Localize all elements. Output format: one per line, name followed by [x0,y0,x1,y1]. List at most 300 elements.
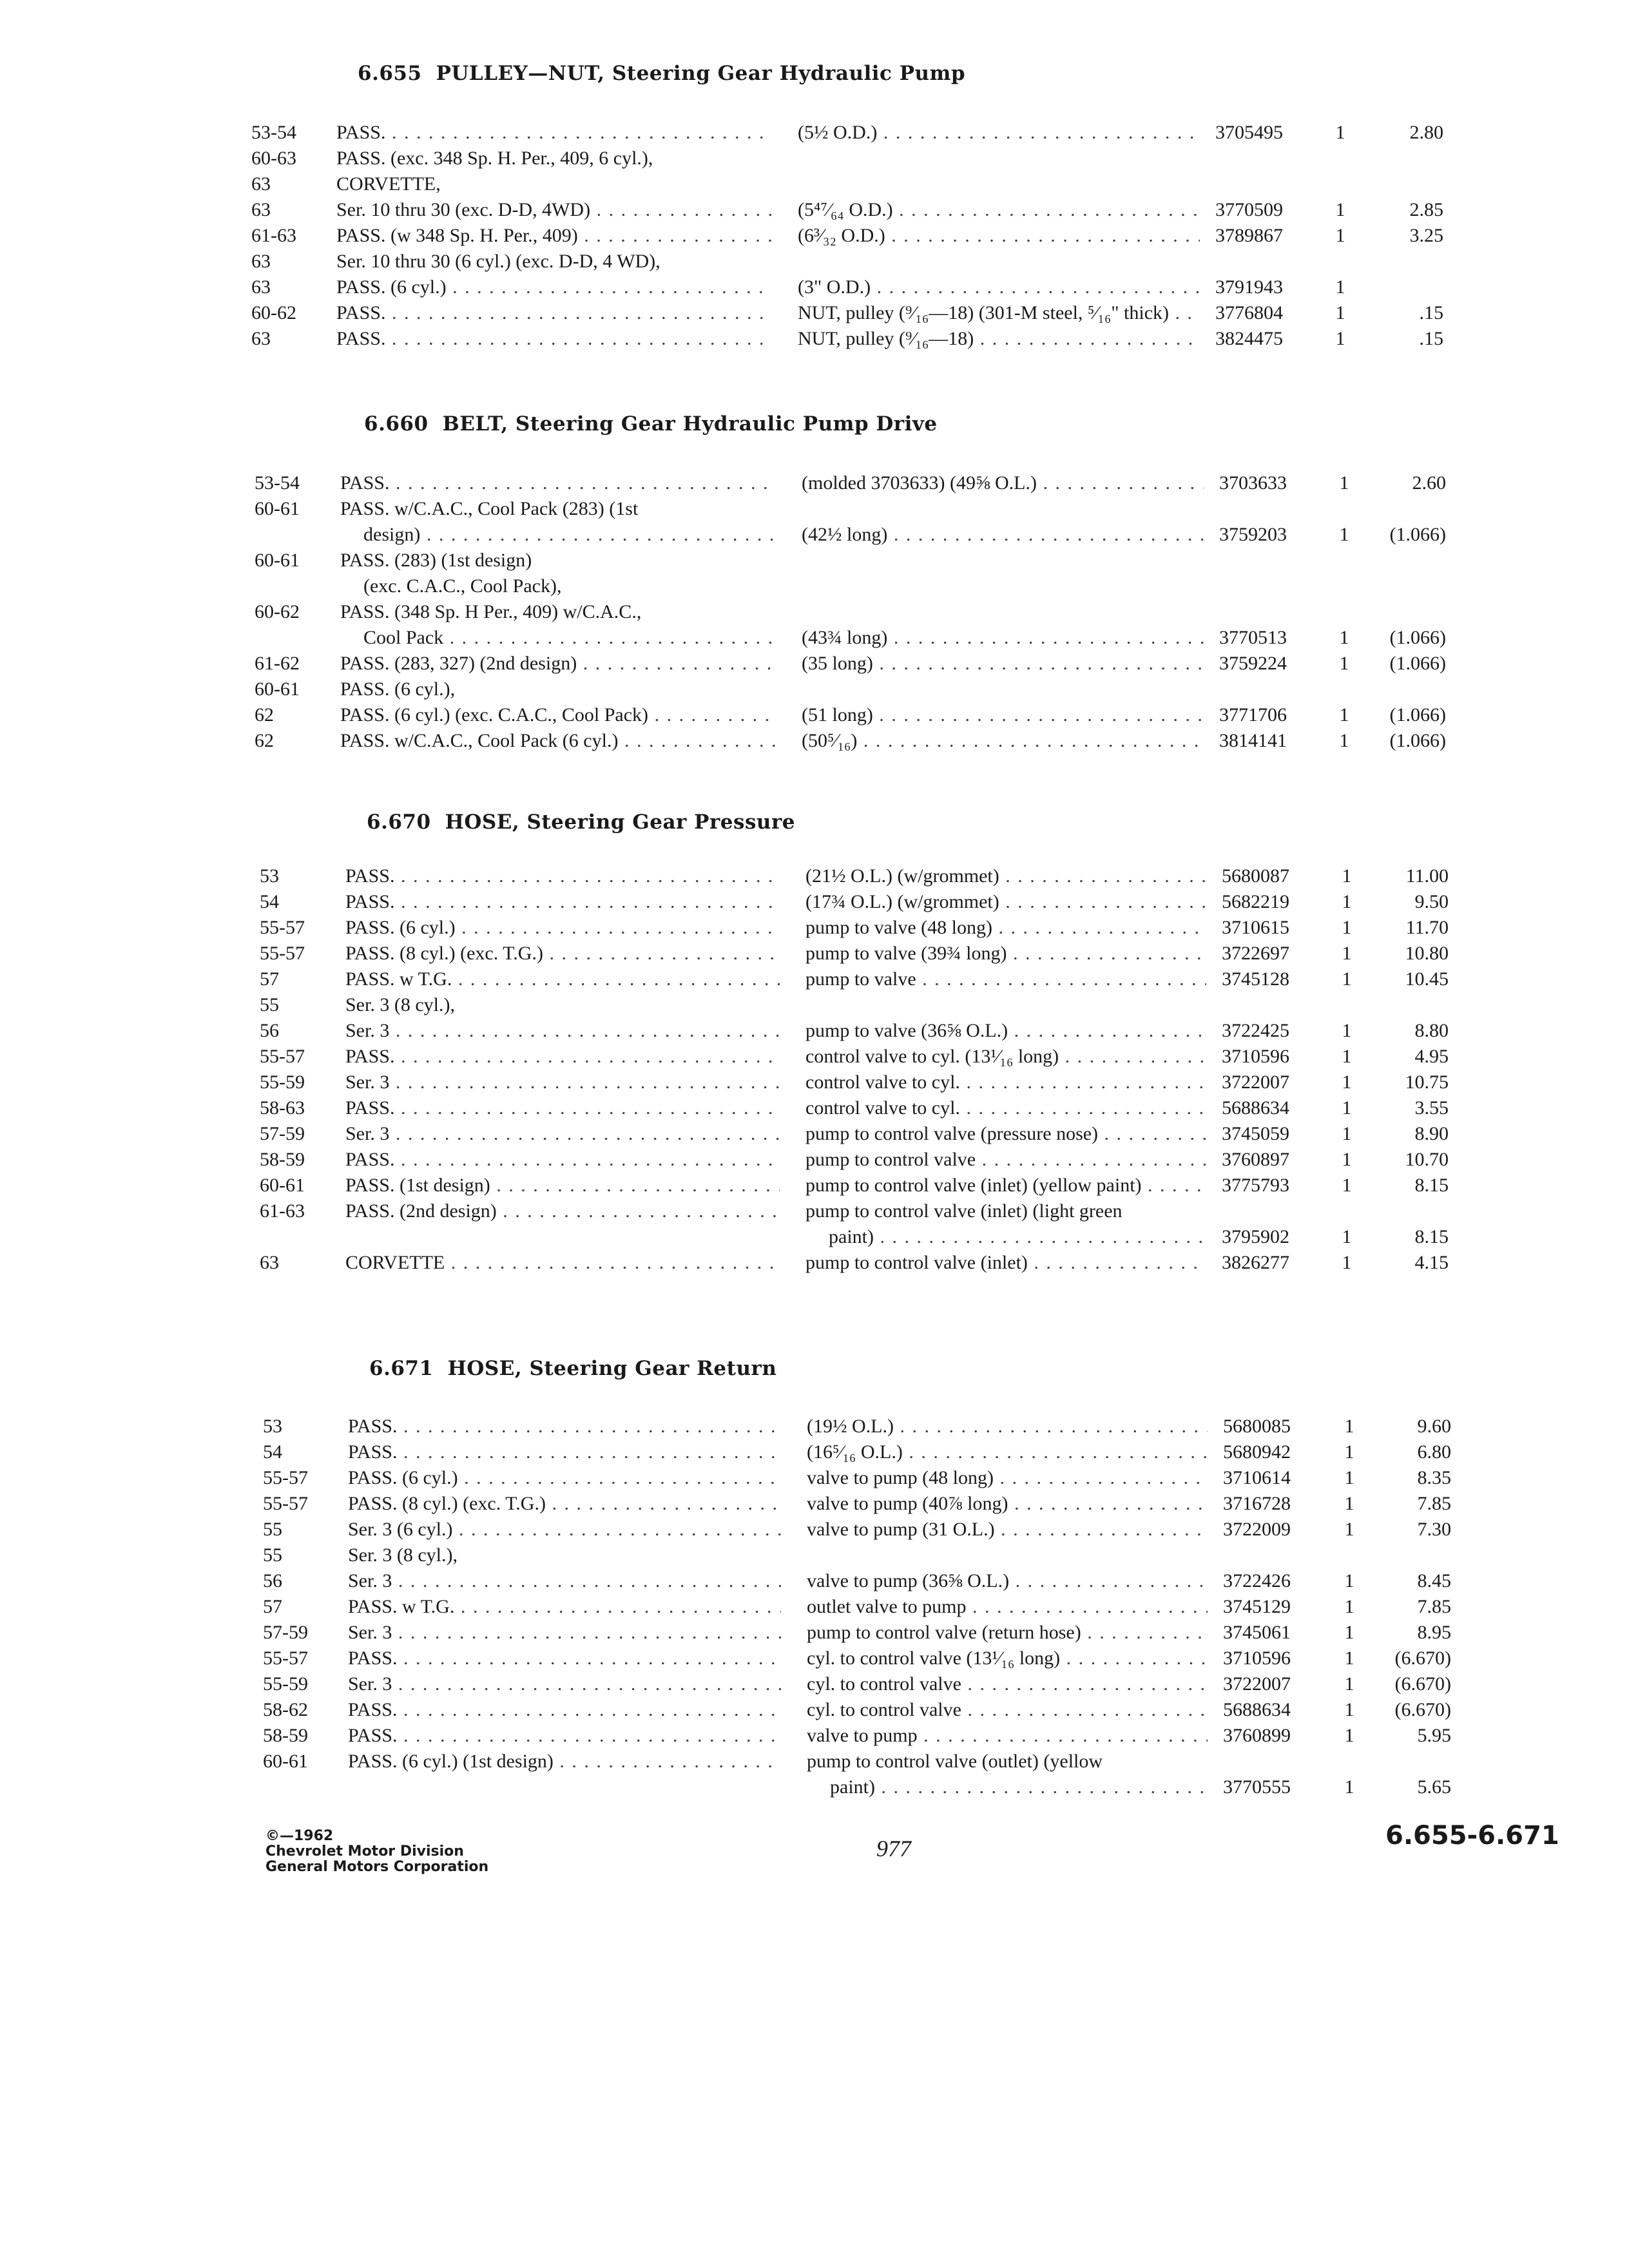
year-range: 62 [255,730,274,751]
table-row [0,496,1629,548]
part-number: 3770555 [1223,1776,1291,1798]
application: PASS. (2nd design) . . . [345,1198,780,1224]
quantity: 1 [1342,891,1352,912]
year-range: 53 [263,1416,282,1437]
year-range: 58-59 [260,1149,305,1170]
table-row [0,677,1629,702]
part-number: 5688634 [1222,1097,1289,1119]
list-price: 6.80 [1417,1441,1451,1463]
copyright: ©—1962 [265,1828,334,1844]
application: PASS. w/C.A.C., Cool Pack (283) (1st design) . . . [340,496,776,548]
application: Ser. 10 thru 30 (exc. D-D, 4WD) . . . [336,197,772,223]
parts-table [0,863,1629,1276]
application: PASS. . . . [348,1646,781,1671]
table-row [0,1671,1629,1697]
part-number: 3722697 [1222,943,1289,964]
application: PASS. . . . [340,470,776,496]
quantity: 1 [1342,1226,1352,1247]
quantity: 1 [1344,1699,1354,1720]
year-range: 57-59 [263,1622,308,1643]
application: CORVETTE, [336,173,441,195]
application: Ser. 3 . . . [348,1568,781,1594]
quantity: 1 [1339,627,1349,648]
section-title: 6.660 BELT, Steering Gear Hydraulic Pump Drive [364,412,938,436]
specification: pump to control valve (outlet) (yellow paint) . . . [807,1749,1208,1800]
part-number: 3789867 [1215,225,1283,246]
part-number: 3722007 [1222,1072,1289,1093]
specification: outlet valve to pump . . . [807,1594,1208,1620]
quantity: 1 [1342,1175,1352,1196]
year-range: 63 [251,328,271,349]
list-price: 10.75 [1405,1072,1449,1093]
part-number: 3745129 [1223,1596,1291,1617]
year-range: 54 [260,891,279,912]
table-row [0,1646,1629,1671]
specification: pump to control valve (inlet) (light green paint) . . . [805,1198,1206,1250]
specification: (50⁵⁄₁₆) . . . [802,728,1204,754]
part-number: 3745061 [1223,1622,1291,1643]
specification: (51 long) . . . [802,702,1204,728]
application: PASS. w T.G. . . . [348,1594,781,1620]
table-row [0,1697,1629,1723]
application: PASS. (w 348 Sp. H. Per., 409) . . . [336,223,772,249]
division-name: Chevrolet Motor Division [265,1843,464,1860]
table-row [0,1070,1629,1095]
application: PASS. . . . [348,1414,781,1439]
application: PASS. . . . [345,1095,780,1121]
publisher-credit [265,1829,488,1875]
specification: NUT, pulley (⁹⁄₁₆—18) . . . [798,326,1200,352]
part-number: 3722007 [1223,1673,1291,1695]
table-row [0,1121,1629,1147]
part-number: 5688634 [1223,1699,1291,1720]
part-number: 3760897 [1222,1149,1289,1170]
part-number: 3703633 [1219,472,1287,494]
specification: valve to pump (31 O.L.) . . . [807,1517,1208,1542]
table-row [0,728,1629,754]
specification: pump to valve . . . [805,966,1206,992]
list-price: (6.670) [1394,1699,1451,1720]
part-number: 3770509 [1215,199,1283,220]
table-row [0,1044,1629,1070]
list-price: 5.95 [1417,1725,1451,1746]
quantity: 1 [1344,1441,1354,1463]
specification: control valve to cyl. (13¹⁄₁₆ long) . . . [805,1044,1206,1070]
year-range: 57 [260,968,279,990]
list-price: 7.30 [1417,1519,1451,1540]
quantity: 1 [1335,328,1345,349]
list-price: 8.45 [1417,1570,1451,1591]
year-range: 58-59 [263,1725,308,1746]
part-number: 5680942 [1223,1441,1291,1463]
year-range: 60-63 [251,148,296,169]
specification: cyl. to control valve . . . [807,1697,1208,1723]
application: PASS. (6 cyl.) . . . [348,1465,781,1491]
part-number: 3814141 [1219,730,1287,751]
section-title: 6.670 HOSE, Steering Gear Pressure [367,811,796,834]
list-price: (6.670) [1394,1648,1451,1669]
part-number: 3745128 [1222,968,1289,990]
application: Ser. 3 . . . [345,1070,780,1095]
table-row [0,1198,1629,1250]
quantity: 1 [1344,1596,1354,1617]
application: PASS. . . . [348,1439,781,1465]
specification: pump to valve (39¾ long) . . . [805,941,1206,966]
application: PASS. (283) (1st design) (exc. C.A.C., Cool Pack), [340,550,562,597]
part-number: 3776804 [1215,302,1283,323]
part-number: 3722425 [1222,1020,1289,1041]
application: PASS. (6 cyl.), [340,678,456,700]
specification: pump to valve (36⅝ O.L.) . . . [805,1018,1206,1044]
table-row [0,326,1629,352]
quantity: 1 [1339,704,1349,726]
year-range: 53-54 [251,122,296,143]
specification: control valve to cyl. . . . [805,1095,1206,1121]
part-number: 3795902 [1222,1226,1289,1247]
application: PASS. . . . [336,120,772,146]
part-number: 3759203 [1219,524,1287,545]
part-number: 3771706 [1219,704,1287,726]
part-number: 3759224 [1219,653,1287,674]
list-price: 7.85 [1417,1596,1451,1617]
application: PASS. (1st design) . . . [345,1173,780,1198]
quantity: 1 [1342,865,1352,887]
list-price: 10.80 [1405,943,1449,964]
table-row [0,1749,1629,1800]
list-price: 8.90 [1414,1123,1449,1144]
specification: pump to control valve (inlet) (yellow paint) . . . [805,1173,1206,1198]
table-row [0,249,1629,274]
quantity: 1 [1342,1046,1352,1067]
specification: (16⁵⁄₁₆ O.L.) . . . [807,1439,1208,1465]
quantity: 1 [1342,1072,1352,1093]
parts-table [0,470,1629,754]
list-price: 2.80 [1409,122,1443,143]
specification: pump to control valve . . . [805,1147,1206,1173]
table-row [0,966,1629,992]
list-price: 3.55 [1414,1097,1449,1119]
year-range: 58-62 [263,1699,308,1720]
year-range: 57 [263,1596,282,1617]
table-row [0,651,1629,677]
quantity: 1 [1342,943,1352,964]
part-number: 3710614 [1223,1467,1291,1488]
table-row [0,1147,1629,1173]
specification: (19½ O.L.) . . . [807,1414,1208,1439]
table-row [0,1542,1629,1568]
table-row [0,702,1629,728]
year-range: 63 [251,199,271,220]
list-price: 9.60 [1417,1416,1451,1437]
year-range: 63 [260,1252,279,1273]
application: PASS. (exc. 348 Sp. H. Per., 409, 6 cyl.), [336,148,653,169]
part-number: 3760899 [1223,1725,1291,1746]
application: PASS. . . . [345,1147,780,1173]
year-range: 61-63 [251,225,296,246]
table-row [0,1095,1629,1121]
list-price: 9.50 [1414,891,1449,912]
specification: (6³⁄₃₂ O.D.) . . . [798,223,1200,249]
table-row [0,1594,1629,1620]
part-number: 3716728 [1223,1493,1291,1514]
part-number: 3710596 [1223,1648,1291,1669]
specification: (42½ long) . . . [802,496,1204,548]
part-number: 5682219 [1222,891,1289,912]
list-price: 2.60 [1412,472,1446,494]
specification: valve to pump (40⅞ long) . . . [807,1491,1208,1517]
application: Ser. 3 (8 cyl.), [348,1544,458,1566]
table-row [0,992,1629,1018]
table-row [0,146,1629,171]
part-number: 3770513 [1219,627,1287,648]
quantity: 1 [1342,1020,1352,1041]
application: PASS. . . . [345,863,780,889]
application: Ser. 3 . . . [348,1671,781,1697]
quantity: 1 [1339,653,1349,674]
quantity: 1 [1339,524,1349,545]
part-number: 3710596 [1222,1046,1289,1067]
specification: pump to valve (48 long) . . . [805,915,1206,941]
application: Ser. 3 (8 cyl.), [345,994,455,1015]
application: PASS. w T.G. . . . [345,966,780,992]
application: PASS. w/C.A.C., Cool Pack (6 cyl.) . . . [340,728,776,754]
year-range: 53-54 [255,472,300,494]
specification: cyl. to control valve . . . [807,1671,1208,1697]
specification: (43¾ long) . . . [802,599,1204,651]
year-range: 63 [251,173,271,195]
year-range: 60-61 [260,1175,305,1196]
quantity: 1 [1339,730,1349,751]
application: Ser. 3 (6 cyl.) . . . [348,1517,781,1542]
quantity: 1 [1335,302,1345,323]
year-range: 58-63 [260,1097,305,1119]
list-price: 7.85 [1417,1493,1451,1514]
table-row [0,1414,1629,1439]
application: PASS. (6 cyl.) (exc. C.A.C., Cool Pack) . . . [340,702,776,728]
year-range: 55-57 [263,1648,308,1669]
application: PASS. . . . [348,1697,781,1723]
specification: cyl. to control valve (13¹⁄₁₆ long) . . . [807,1646,1208,1671]
specification: pump to control valve (pressure nose) . . . [805,1121,1206,1147]
list-price: (1.066) [1389,704,1446,726]
specification: valve to pump (48 long) . . . [807,1465,1208,1491]
specification: pump to control valve (inlet) . . . [805,1250,1206,1276]
application: PASS. . . . [336,326,772,352]
specification: NUT, pulley (⁹⁄₁₆—18) (301-M steel, ⁵⁄₁₆" thick) . . . [798,300,1200,326]
list-price: 8.80 [1414,1020,1449,1041]
year-range: 55-57 [260,917,305,938]
application: Ser. 10 thru 30 (6 cyl.) (exc. D-D, 4 WD), [336,251,660,272]
quantity: 1 [1344,1519,1354,1540]
quantity: 1 [1344,1416,1354,1437]
part-number: 3710615 [1222,917,1289,938]
quantity: 1 [1335,199,1345,220]
table-row [0,1018,1629,1044]
specification: valve to pump . . . [807,1723,1208,1749]
specification: control valve to cyl. . . . [805,1070,1206,1095]
application: PASS. . . . [348,1723,781,1749]
application: PASS. (8 cyl.) (exc. T.G.) . . . [348,1491,781,1517]
year-range: 55 [263,1544,282,1566]
specification: (5⁴⁷⁄₆₄ O.D.) . . . [798,197,1200,223]
quantity: 1 [1339,472,1349,494]
application: PASS. (6 cyl.) (1st design) . . . [348,1749,781,1774]
application: PASS. (6 cyl.) . . . [336,274,772,300]
part-number: 3824475 [1215,328,1283,349]
section-range: 6.655-6.671 [1385,1821,1559,1850]
list-price: 10.70 [1405,1149,1449,1170]
year-range: 62 [255,704,274,726]
list-price: 8.35 [1417,1467,1451,1488]
table-row [0,548,1629,599]
specification: (molded 3703633) (49⅝ O.L.) . . . [802,470,1204,496]
specification: (21½ O.L.) (w/grommet) . . . [805,863,1206,889]
table-row [0,223,1629,249]
year-range: 54 [263,1441,282,1463]
list-price: 3.25 [1409,225,1443,246]
table-row [0,1568,1629,1594]
table-row [0,197,1629,223]
table-row [0,915,1629,941]
table-row [0,1517,1629,1542]
quantity: 1 [1344,1725,1354,1746]
application: PASS. (6 cyl.) . . . [345,915,780,941]
table-row [0,1465,1629,1491]
section-title: 6.671 HOSE, Steering Gear Return [369,1357,777,1380]
list-price: (1.066) [1389,627,1446,648]
quantity: 1 [1342,1123,1352,1144]
quantity: 1 [1344,1467,1354,1488]
list-price: 8.95 [1417,1622,1451,1643]
year-range: 63 [251,251,271,272]
section-title: 6.655 PULLEY—NUT, Steering Gear Hydraulic Pump [358,62,966,85]
list-price: 11.00 [1405,865,1449,887]
quantity: 1 [1342,1149,1352,1170]
application: Ser. 3 . . . [348,1620,781,1646]
application: PASS. (8 cyl.) (exc. T.G.) . . . [345,941,780,966]
table-row [0,274,1629,300]
table-row [0,1250,1629,1276]
application: PASS. . . . [345,1044,780,1070]
list-price: (1.066) [1389,653,1446,674]
quantity: 1 [1335,225,1345,246]
part-number: 3826277 [1222,1252,1289,1273]
specification: (17¾ O.L.) (w/grommet) . . . [805,889,1206,915]
list-price: 4.15 [1414,1252,1449,1273]
part-number: 5680085 [1223,1416,1291,1437]
application: PASS. . . . [345,889,780,915]
year-range: 60-62 [251,302,296,323]
application: PASS. . . . [336,300,772,326]
table-row [0,470,1629,496]
quantity: 1 [1342,968,1352,990]
specification: pump to control valve (return hose) . . . [807,1620,1208,1646]
year-range: 53 [260,865,279,887]
application: Ser. 3 . . . [345,1121,780,1147]
table-row [0,941,1629,966]
quantity: 1 [1335,122,1345,143]
list-price: 4.95 [1414,1046,1449,1067]
quantity: 1 [1342,1252,1352,1273]
list-price: 8.15 [1414,1226,1449,1247]
quantity: 1 [1344,1776,1354,1798]
year-range: 61-62 [255,653,300,674]
year-range: 60-61 [255,498,300,519]
year-range: 60-62 [255,601,300,622]
specification: (35 long) . . . [802,651,1204,677]
part-number: 3722426 [1223,1570,1291,1591]
part-number: 3705495 [1215,122,1283,143]
parts-table [0,120,1629,352]
year-range: 56 [263,1570,282,1591]
year-range: 55 [263,1519,282,1540]
application: Ser. 3 . . . [345,1018,780,1044]
year-range: 60-61 [263,1751,308,1772]
table-row [0,120,1629,146]
parts-table [0,1414,1629,1800]
list-price: (6.670) [1394,1673,1451,1695]
list-price: 8.15 [1414,1175,1449,1196]
quantity: 1 [1344,1493,1354,1514]
table-row [0,599,1629,651]
list-price: .15 [1419,302,1443,323]
year-range: 55-59 [263,1673,308,1695]
list-price: 11.70 [1405,917,1449,938]
specification: (3" O.D.) . . . [798,274,1200,300]
year-range: 60-61 [255,678,300,700]
year-range: 56 [260,1020,279,1041]
specification: valve to pump (36⅝ O.L.) . . . [807,1568,1208,1594]
year-range: 55-57 [263,1467,308,1488]
quantity: 1 [1342,1097,1352,1119]
year-range: 55 [260,994,279,1015]
quantity: 1 [1344,1570,1354,1591]
year-range: 63 [251,276,271,298]
corporation-name: General Motors Corporation [265,1859,489,1875]
part-number: 3775793 [1222,1175,1289,1196]
year-range: 55-57 [260,943,305,964]
list-price: 10.45 [1405,968,1449,990]
table-row [0,300,1629,326]
table-row [0,1173,1629,1198]
part-number: 3722009 [1223,1519,1291,1540]
application: CORVETTE . . . [345,1250,780,1276]
quantity: 1 [1342,917,1352,938]
application: PASS. (348 Sp. H Per., 409) w/C.A.C., Cool Pack . . . [340,599,776,651]
quantity: 1 [1344,1622,1354,1643]
part-number: 3745059 [1222,1123,1289,1144]
page-number: 977 [876,1836,911,1861]
year-range: 61-63 [260,1200,305,1222]
part-number: 3791943 [1215,276,1283,298]
table-row [0,1439,1629,1465]
table-row [0,889,1629,915]
part-number: 5680087 [1222,865,1289,887]
quantity: 1 [1335,276,1345,298]
year-range: 55-59 [260,1072,305,1093]
table-row [0,1723,1629,1749]
list-price: 5.65 [1417,1776,1451,1798]
table-row [0,1491,1629,1517]
year-range: 55-57 [260,1046,305,1067]
list-price: .15 [1419,328,1443,349]
year-range: 57-59 [260,1123,305,1144]
year-range: 55-57 [263,1493,308,1514]
specification: (5½ O.D.) . . . [798,120,1200,146]
application: PASS. (283, 327) (2nd design) . . . [340,651,776,677]
year-range: 60-61 [255,550,300,571]
list-price: (1.066) [1389,730,1446,751]
